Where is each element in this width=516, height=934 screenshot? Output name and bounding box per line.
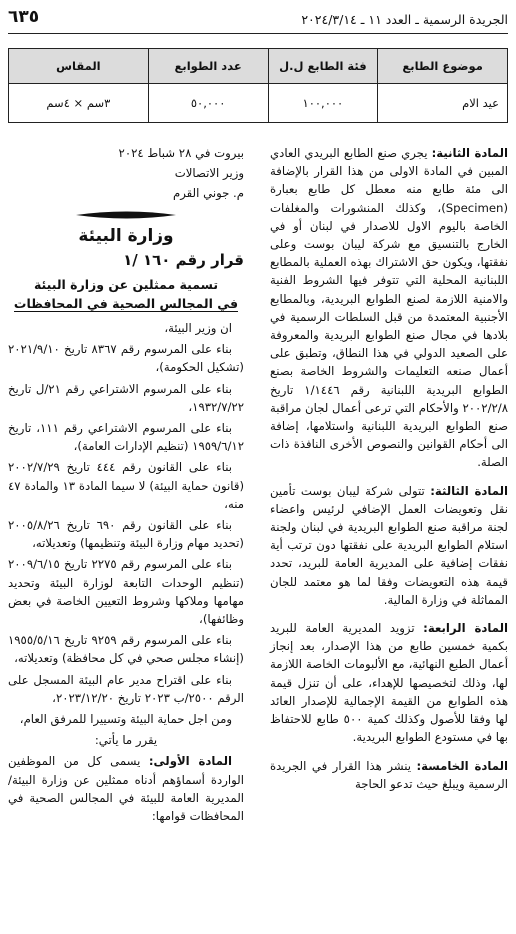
preamble-line: بناء على المرسوم الاشتراعي رقم ١١١، تاريخ ١٩٥٩/٦/١٢ (تنظيم الإدارات العامة)، bbox=[8, 421, 244, 454]
signature-name: م. جوني القرم bbox=[172, 186, 244, 201]
preamble-line: بناء على المرسوم رقم ٢٢٧٥ تاريخ ٢٠٠٩/٦/١٥ (تنظيم الوحدات التابعة لوزارة البيئة وتحديد مهامها وملاكها وشروط التعيين الخاصة في بعض وظائفها)، bbox=[8, 557, 244, 627]
preamble-line: بناء على القانون رقم ٦٩٠ تاريخ ٢٠٠٥/٨/٢٦ (تحديد مهام وزارة البيئة وتنظيمها) وتعديلاته، bbox=[8, 518, 244, 551]
article-lead: المادة الخامسة: bbox=[416, 758, 508, 773]
signature-block bbox=[8, 144, 244, 203]
table-header-row bbox=[9, 49, 508, 84]
preamble-line: بناء على المرسوم الاشتراعي رقم ٢١/ل تاريخ ١٩٣٢/٧/٢٢، bbox=[8, 381, 244, 414]
article-lead: المادة الأولى: bbox=[148, 754, 232, 769]
subject-line-1: تسمية ممثلين عن وزارة البيئة bbox=[33, 277, 219, 293]
decree-subject bbox=[8, 275, 244, 313]
gazette-title: الجريدة الرسمية ـ العدد ١١ ـ ٢٠٢٤/٣/١٤ bbox=[301, 12, 508, 27]
decides-line: يقرر ما يأتي: bbox=[94, 733, 158, 748]
right-column bbox=[270, 144, 508, 796]
stamp-table bbox=[8, 48, 508, 123]
article-text: يجري صنع الطابع البريدي العادي المبين في المادة الاولى من هذا القرار بالإضافة الى مئة طابع منه معطل كل طابع بعبارة (Specimen)، وكذلك المنشورات والمغلفات الخاصة باليوم الاول للاصدار في لبنان أو في الخارج بالتنسيق مع شركة ليبان بوست وعلى نفقتها، ويكون حق الاشتراك بهذه العملية بالمطابع اللبنانية المحلية التي تتوفر فيها الشروط الفنية والامنية اللازمة لصنع الطوابع البريدية، وبالمطابع الأجنبية المعتمدة من قبل السلطات الرسمية في بلادها في مجال صنع الطوابع البريدية والمعروفة على الصعيد الدولي في هذا النطاق، وتطبق على أعمال صنعه التعليمات والشروط الخاصة بصنع الطوابع البريدية اللبنانية رقم ١/١٤٤٦ تاريخ ٢٠٠٢/٢/٨ والأحكام التي ترعى أعمال لجان مراقبة صنع الطوابع البريدية اللبنانية واستلامها، إضافة الى أحكام القوانين والنصوص الأخرى النافذة ذات الصلة. bbox=[270, 146, 508, 470]
left-column bbox=[8, 144, 244, 828]
article-text: تزويد المديرية العامة للبريد بكمية خمسين طابع من هذا الإصدار، بعد إنجاز أعمال الطبع النهائية، مع الألبومات الخاصة اللازمة لها، وذلك لتخصيصها للإهداء، على أن تنزل قيمة هذه الطوابع من القيمة الإجمالية للإصدار العائد لها وفقا للأصول وكذلك كمية ٥٠٠ طابع للاحتفاظ بها في مستودع الطوابع البريدية. bbox=[270, 621, 508, 745]
page-header bbox=[8, 6, 508, 32]
preamble-line: ان وزير البيئة، bbox=[164, 321, 232, 336]
signature-title: وزير الاتصالات bbox=[174, 166, 244, 181]
preamble-line: بناء على القانون رقم ٤٤٤ تاريخ ٢٠٠٢/٧/٢٩ (قانون حماية البيئة) لا سيما المادة ١٣ والمادة ٤٧ منه، bbox=[8, 460, 244, 511]
table-cell: ٥٠,٠٠٠ bbox=[148, 84, 268, 123]
article-1 bbox=[8, 752, 244, 825]
divider-ornament bbox=[76, 209, 176, 221]
page-number: ٦٣٥ bbox=[8, 7, 40, 27]
table-header-cell: موضوع الطابع bbox=[378, 49, 508, 84]
table-header-cell: المقاس bbox=[9, 49, 149, 84]
ministry-title: وزارة البيئة bbox=[78, 225, 174, 246]
preamble-line: ومن اجل حماية البيئة وتسييرا للمرفق العام، bbox=[19, 712, 232, 727]
article-text: تتولى شركة ليبان بوست تأمين نقل وتعويضات العمل الإضافي لرئيس واعضاء لجنة مراقبة صنع الطوابع البريدية في لبنان ولجنة استلام الطوابع البريدية على نفقتها دون ترتب أية نفقات إضافية على المديرية العامة للبريد، تحدد قيمة هذه التعويضات وفقا لما هو معتمد للجان المماثلة في وزارة المالية. bbox=[270, 483, 508, 607]
article-text: يسمى كل من الموظفين الواردة أسماؤهم أدناه ممثلين عن وزارة البيئة/ المديرية العامة للبيئة في المجالس الصحية في المحافظات قوامها: bbox=[8, 754, 244, 824]
header-rule bbox=[8, 33, 508, 34]
article-lead: المادة الثانية: bbox=[431, 146, 508, 160]
signature-date: بيروت في ٢٨ شباط ٢٠٢٤ bbox=[118, 146, 244, 160]
section-divider bbox=[8, 209, 244, 221]
preamble-line: بناء على اقتراح مدير عام البيئة المسجل على الرقم ٢٥٠٠/ب ٢٠٢٣ تاريخ ٢٠٢٣/١٢/٢٠، bbox=[8, 672, 244, 705]
table-cell: ٣سم × ٤سم bbox=[9, 84, 149, 123]
preamble-line: بناء على المرسوم رقم ٨٣٦٧ تاريخ ٢٠٢١/٩/١٠ (تشكيل الحكومة)، bbox=[8, 342, 244, 375]
table-cell: عيد الام bbox=[378, 84, 508, 123]
article-text: ينشر هذا القرار في الجريدة الرسمية ويبلغ حيث تدعو الحاجة bbox=[270, 758, 508, 791]
preamble-line: بناء على المرسوم رقم ٩٢٥٩ تاريخ ١٩٥٥/٥/١٦ (إنشاء مجلس صحي في كل محافظة) وتعديلاته، bbox=[8, 633, 244, 666]
article-lead: المادة الثالثة: bbox=[430, 483, 509, 498]
table-row bbox=[9, 84, 508, 123]
table-header-cell: فئة الطابع ل.ل bbox=[268, 49, 378, 84]
article-4 bbox=[270, 619, 508, 746]
decree-number: قرار رقم ١٦٠ /١ bbox=[123, 250, 244, 269]
article-lead: المادة الرابعة: bbox=[423, 621, 508, 636]
table-cell: ١٠٠,٠٠٠ bbox=[268, 84, 378, 123]
table-header-cell: عدد الطوابع bbox=[148, 49, 268, 84]
subject-line-2: في المجالس الصحية في المحافظات bbox=[13, 296, 239, 312]
article-3 bbox=[270, 482, 508, 609]
article-5 bbox=[270, 757, 508, 793]
article-2 bbox=[270, 144, 508, 472]
